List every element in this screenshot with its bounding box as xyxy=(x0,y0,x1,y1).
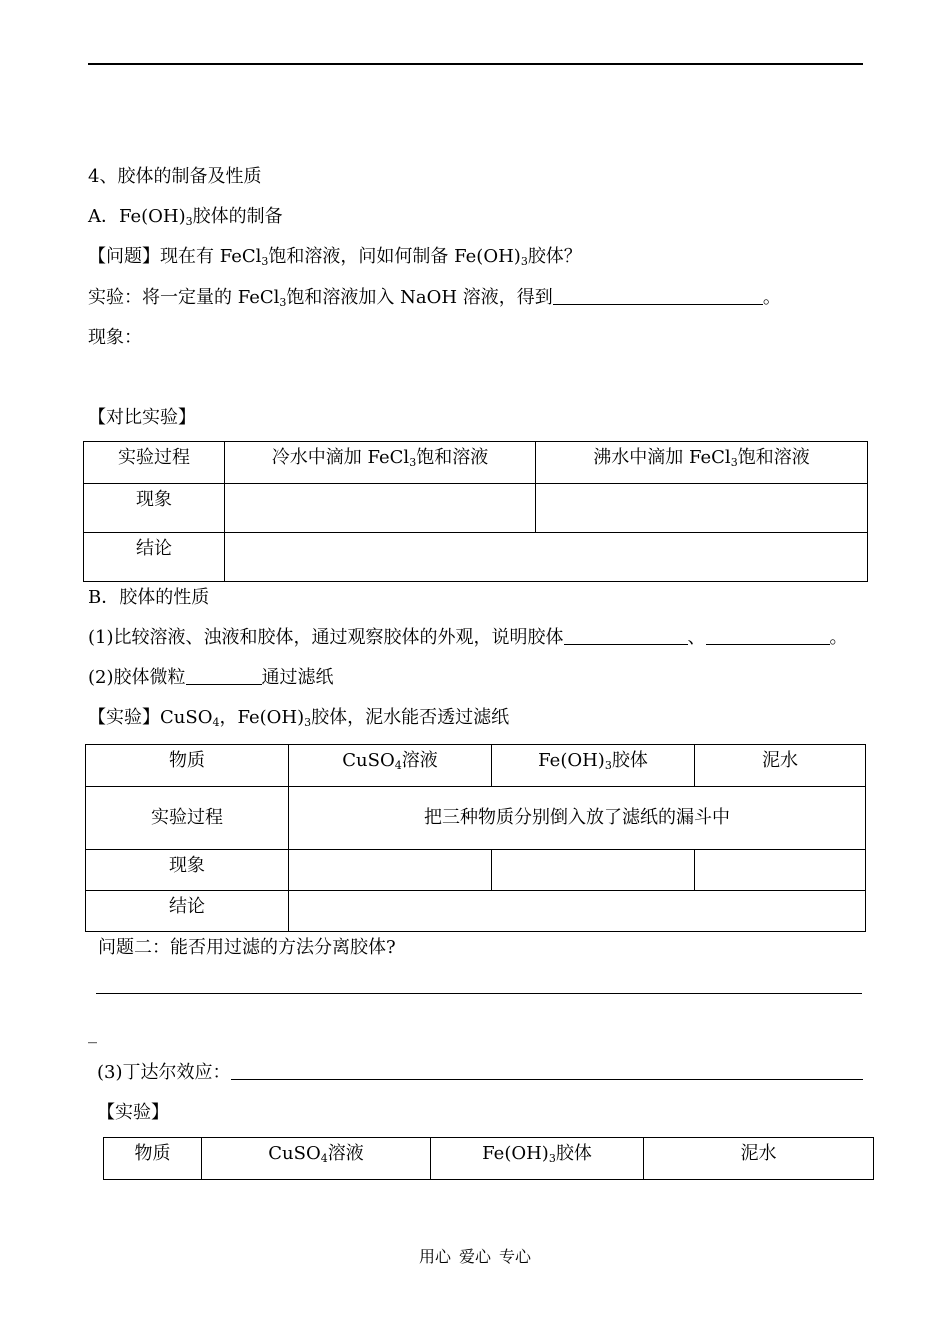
exp2-sub2: 3 xyxy=(304,716,312,729)
phenomenon-label: 现象： xyxy=(88,327,142,348)
b1-pre: (1)比较溶液、浊液和胶体，通过观察胶体的外观，说明胶体 xyxy=(88,627,564,648)
contrast-table-conclusion-row xyxy=(84,533,868,582)
b2-blank[interactable] xyxy=(186,666,262,685)
footer-word-1: 用心 xyxy=(418,1247,451,1266)
filter-cuso4-sub: 4 xyxy=(394,759,402,772)
experiment-answer-blank[interactable] xyxy=(553,286,763,305)
b1-post: 。 xyxy=(829,627,848,648)
contrast-header-boiling xyxy=(536,442,868,484)
tyndall-feoh3-sub: 3 xyxy=(548,1152,556,1165)
boil-sub: 3 xyxy=(730,456,738,469)
tyndall-cuso4-pre: CuSO xyxy=(268,1143,321,1164)
contrast-experiment-title: 【对比实验】 xyxy=(88,407,196,428)
contrast-boiling-phenomenon-cell[interactable] xyxy=(536,484,868,533)
filter-muddy-phenomenon-cell[interactable] xyxy=(695,850,866,891)
question-sub2: 3 xyxy=(520,255,528,268)
b1-sep: 、 xyxy=(687,627,706,648)
section-4-title: 4、胶体的制备及性质 xyxy=(88,166,262,187)
exp2-post: 胶体，泥水能否透过滤纸 xyxy=(311,707,510,728)
boil-post: 饱和溶液 xyxy=(737,447,810,468)
question-sub1: 3 xyxy=(261,255,269,268)
footer-word-2: 爱心 xyxy=(458,1247,491,1266)
filter-row-process-label: 实验过程 xyxy=(86,787,289,850)
contrast-table-phenomenon-row xyxy=(84,484,868,533)
filter-row-conclusion-label: 结论 xyxy=(86,891,289,932)
b1-blank-1[interactable] xyxy=(564,626,688,645)
filter-header-cuso4 xyxy=(289,745,492,787)
part-a-title-post: 胶体的制备 xyxy=(192,206,283,227)
contrast-row-conclusion-label: 结论 xyxy=(84,533,225,582)
contrast-conclusion-cell[interactable] xyxy=(225,533,868,582)
filter-feoh3-pre: Fe(OH) xyxy=(538,750,605,771)
stray-underscore: _ xyxy=(88,1023,97,1044)
tyndall-table xyxy=(103,1137,874,1180)
cold-pre: 冷水中滴加 FeCl xyxy=(271,447,410,468)
filter-feoh3-sub: 3 xyxy=(604,759,612,772)
filter-row-phenomenon-label: 现象 xyxy=(86,850,289,891)
tyndall-header-cuso4 xyxy=(202,1138,431,1180)
experiment-sub: 3 xyxy=(279,296,287,309)
question-line xyxy=(88,245,582,269)
filter-cuso4-pre: CuSO xyxy=(342,750,395,771)
tyndall-header-substance: 物质 xyxy=(104,1138,202,1180)
header-rule xyxy=(88,63,863,65)
filter-cuso4-phenomenon-cell[interactable] xyxy=(289,850,492,891)
cold-sub: 3 xyxy=(409,456,417,469)
filter-table xyxy=(85,744,866,932)
filter-feoh3-post: 胶体 xyxy=(611,750,648,771)
tyndall-cuso4-post: 溶液 xyxy=(327,1143,364,1164)
contrast-cold-phenomenon-cell[interactable] xyxy=(225,484,536,533)
part-b-title: B．胶体的性质 xyxy=(88,587,210,608)
b3-blank[interactable] xyxy=(231,1061,863,1080)
filter-cuso4-post: 溶液 xyxy=(401,750,438,771)
b1-line xyxy=(88,626,848,650)
boil-pre: 沸水中滴加 FeCl xyxy=(593,447,731,468)
tyndall-feoh3-post: 胶体 xyxy=(555,1143,592,1164)
b2-pre: (2)胶体微粒 xyxy=(88,667,186,688)
exp2-pre: 【实验】CuSO xyxy=(88,707,213,728)
b3-pre: (3)丁达尔效应： xyxy=(97,1062,231,1083)
experiment-line xyxy=(88,286,781,310)
tyndall-table-header-row xyxy=(104,1138,874,1180)
part-a-title-pre: A．Fe(OH) xyxy=(88,206,186,227)
b3-line xyxy=(97,1061,863,1085)
question-post: 胶体？ xyxy=(527,246,582,267)
contrast-header-process: 实验过程 xyxy=(84,442,225,484)
question-pre: 【问题】现在有 FeCl xyxy=(88,246,262,267)
b1-blank-2[interactable] xyxy=(706,626,830,645)
tyndall-header-feoh3 xyxy=(431,1138,644,1180)
contrast-table xyxy=(83,441,868,582)
filter-table-header-row xyxy=(86,745,866,787)
exp2-title xyxy=(88,706,509,730)
tyndall-feoh3-pre: Fe(OH) xyxy=(482,1143,549,1164)
tyndall-cuso4-sub: 4 xyxy=(320,1152,328,1165)
filter-conclusion-cell[interactable] xyxy=(289,891,866,932)
filter-header-muddy-water: 泥水 xyxy=(695,745,866,787)
filter-header-substance: 物质 xyxy=(86,745,289,787)
experiment-mid: 饱和溶液加入 NaOH 溶液，得到 xyxy=(286,287,553,308)
filter-table-phenomenon-row xyxy=(86,850,866,891)
contrast-row-phenomenon-label: 现象 xyxy=(84,484,225,533)
question-mid: 饱和溶液，问如何制备 Fe(OH) xyxy=(268,246,521,267)
filter-process-value: 把三种物质分别倒入放了滤纸的漏斗中 xyxy=(289,787,866,850)
cold-post: 饱和溶液 xyxy=(416,447,489,468)
filter-feoh3-phenomenon-cell[interactable] xyxy=(492,850,695,891)
filter-table-conclusion-row xyxy=(86,891,866,932)
part-a-title-sub: 3 xyxy=(185,215,193,228)
part-a-title xyxy=(88,205,283,229)
experiment-post: 。 xyxy=(762,287,781,308)
footer-word-3: 专心 xyxy=(499,1247,532,1266)
filter-header-feoh3 xyxy=(492,745,695,787)
contrast-header-cold xyxy=(225,442,536,484)
experiment-pre: 实验：将一定量的 FeCl xyxy=(88,287,280,308)
question-two-answer-line[interactable] xyxy=(96,993,862,994)
exp3-title: 【实验】 xyxy=(97,1102,169,1123)
b2-post: 通过滤纸 xyxy=(261,667,334,688)
exp2-sub1: 4 xyxy=(212,716,220,729)
filter-table-process-row xyxy=(86,787,866,850)
page-footer xyxy=(0,1246,950,1268)
b2-line xyxy=(88,666,334,690)
contrast-table-header-row xyxy=(84,442,868,484)
question-two: 问题二：能否用过滤的方法分离胶体? xyxy=(98,937,396,958)
exp2-mid: ，Fe(OH) xyxy=(219,707,305,728)
tyndall-header-muddy-water: 泥水 xyxy=(644,1138,874,1180)
